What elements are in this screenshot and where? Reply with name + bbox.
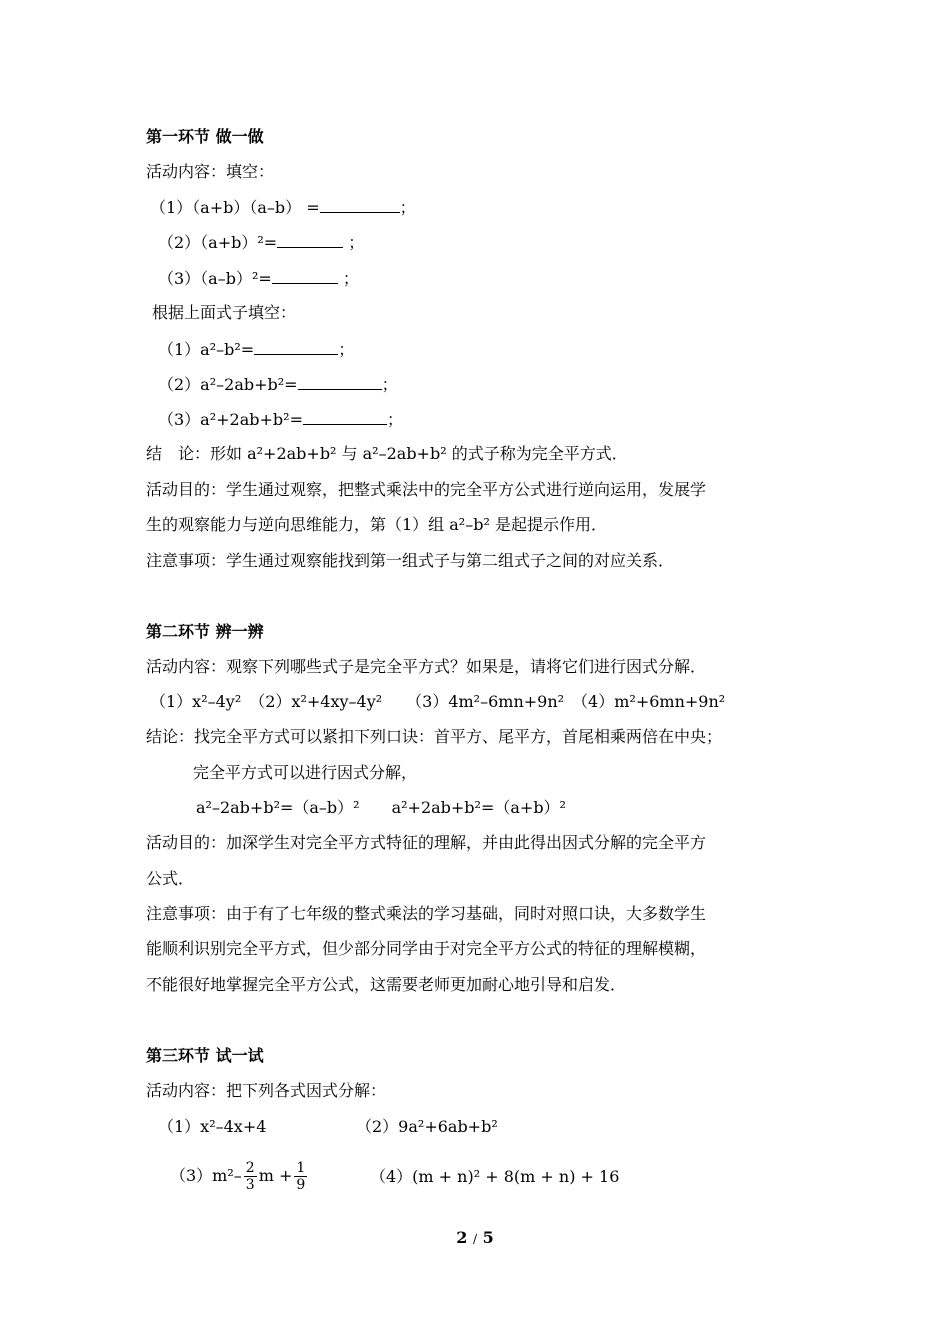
s2-line-2: （1）x²–4y² （2）x²+4xy–4y² （3）4m²–6mn+9n² （4）m²+6mn+9n² <box>150 692 726 711</box>
s1-line-11: 生的观察能力与逆向思维能力，第（1）组 a²–b² 是起提示作用． <box>146 515 607 534</box>
s2-line-10: 不能很好地掌握完全平方公式，这需要老师更加耐心地引导和启发． <box>146 975 627 994</box>
s3-ex3-part-a: （3）m²– <box>170 1166 242 1185</box>
s1-line-10: 活动目的：学生通过观察，把整式乘法中的完全平方公式进行逆向运用，发展学 <box>146 480 707 499</box>
s2-line-7: 公式． <box>146 869 195 888</box>
answer-blank <box>272 267 338 284</box>
s1-line-4-text: （3）（a–b）²= <box>158 269 272 288</box>
s2-line-4: 完全平方式可以进行因式分解， <box>193 763 418 782</box>
s1-line-8: （3）a²+2ab+b²= ； <box>158 410 403 429</box>
s1-line-7-text: （2）a²–2ab+b²= <box>158 375 298 394</box>
s1-line-6-text: （1）a²–b²= <box>158 340 255 359</box>
s3-exercise-4: （4）(m + n)² + 8(m + n) + 16 <box>370 1167 620 1186</box>
s2-line-8: 注意事项：由于有了七年级的整式乘法的学习基础，同时对照口诀，大多数学生 <box>146 904 707 923</box>
s1-line-3: （2）（a+b）²= ； <box>158 233 365 252</box>
fraction-numerator: 2 <box>245 1160 255 1176</box>
page-number <box>0 1228 950 1247</box>
s2-line-3: 结论：找完全平方式可以紧扣下列口诀：首平方、尾平方，首尾相乘两倍在中央； <box>146 727 723 746</box>
answer-blank <box>277 231 343 248</box>
s1-line-8-text: （3）a²+2ab+b²= <box>158 410 303 429</box>
section-3-heading: 第三环节 试一试 <box>146 1046 264 1065</box>
fraction-numerator: 1 <box>296 1160 306 1176</box>
s3-exercise-1: （1）x²–4x+4 <box>158 1117 267 1136</box>
answer-blank <box>298 373 382 390</box>
s2-line-5: a²–2ab+b²=（a–b）² a²+2ab+b²=（a+b）² <box>196 798 566 817</box>
s1-line-12: 注意事项：学生通过观察能找到第一组式子与第二组式子之间的对应关系． <box>146 551 675 570</box>
s2-line-1: 活动内容：观察下列哪些式子是完全平方式？如果是，请将它们进行因式分解． <box>146 657 707 676</box>
fraction-denominator: 9 <box>296 1177 306 1193</box>
s1-line-2: （1）（a+b）（a–b） = ； <box>150 198 416 217</box>
page-current: 2 <box>456 1228 468 1247</box>
answer-blank <box>254 338 338 355</box>
s1-line-4: （3）（a–b）²= ； <box>158 269 359 288</box>
s3-exercise-2: （2）9a²+6ab+b² <box>356 1117 498 1136</box>
s1-line-6: （1）a²–b²= ； <box>158 340 355 359</box>
page-total: 5 <box>482 1228 494 1247</box>
page-separator: / <box>472 1232 478 1246</box>
s2-line-6: 活动目的：加深学生对完全平方式特征的理解，并由此得出因式分解的完全平方 <box>146 833 707 852</box>
fraction-one-ninth <box>294 1160 307 1193</box>
s1-line-3-text: （2）（a+b）²= <box>158 233 278 252</box>
answer-blank <box>303 408 387 425</box>
section-1-heading: 第一环节 做一做 <box>146 127 264 146</box>
s1-line-5: 根据上面式子填空： <box>152 303 297 322</box>
s3-ex3-part-b: m + <box>258 1166 293 1185</box>
s3-line-1: 活动内容：把下列各式因式分解： <box>146 1081 387 1100</box>
s2-line-9: 能顺利识别完全平方式，但少部分同学由于对完全平方公式的特征的理解模糊， <box>146 939 707 958</box>
section-2-heading: 第二环节 辨一辨 <box>146 622 264 641</box>
s1-line-9: 结 论：形如 a²+2ab+b² 与 a²–2ab+b² 的式子称为完全平方式． <box>146 444 628 463</box>
s1-line-1: 活动内容：填空： <box>146 162 275 181</box>
s1-line-2-text: （1）（a+b）（a–b） = <box>150 198 320 217</box>
answer-blank <box>320 196 400 213</box>
fraction-denominator: 3 <box>245 1177 255 1193</box>
fraction-two-thirds <box>244 1160 257 1193</box>
s3-exercise-3 <box>170 1154 309 1198</box>
s1-line-7: （2）a²–2ab+b²= ； <box>158 375 398 394</box>
